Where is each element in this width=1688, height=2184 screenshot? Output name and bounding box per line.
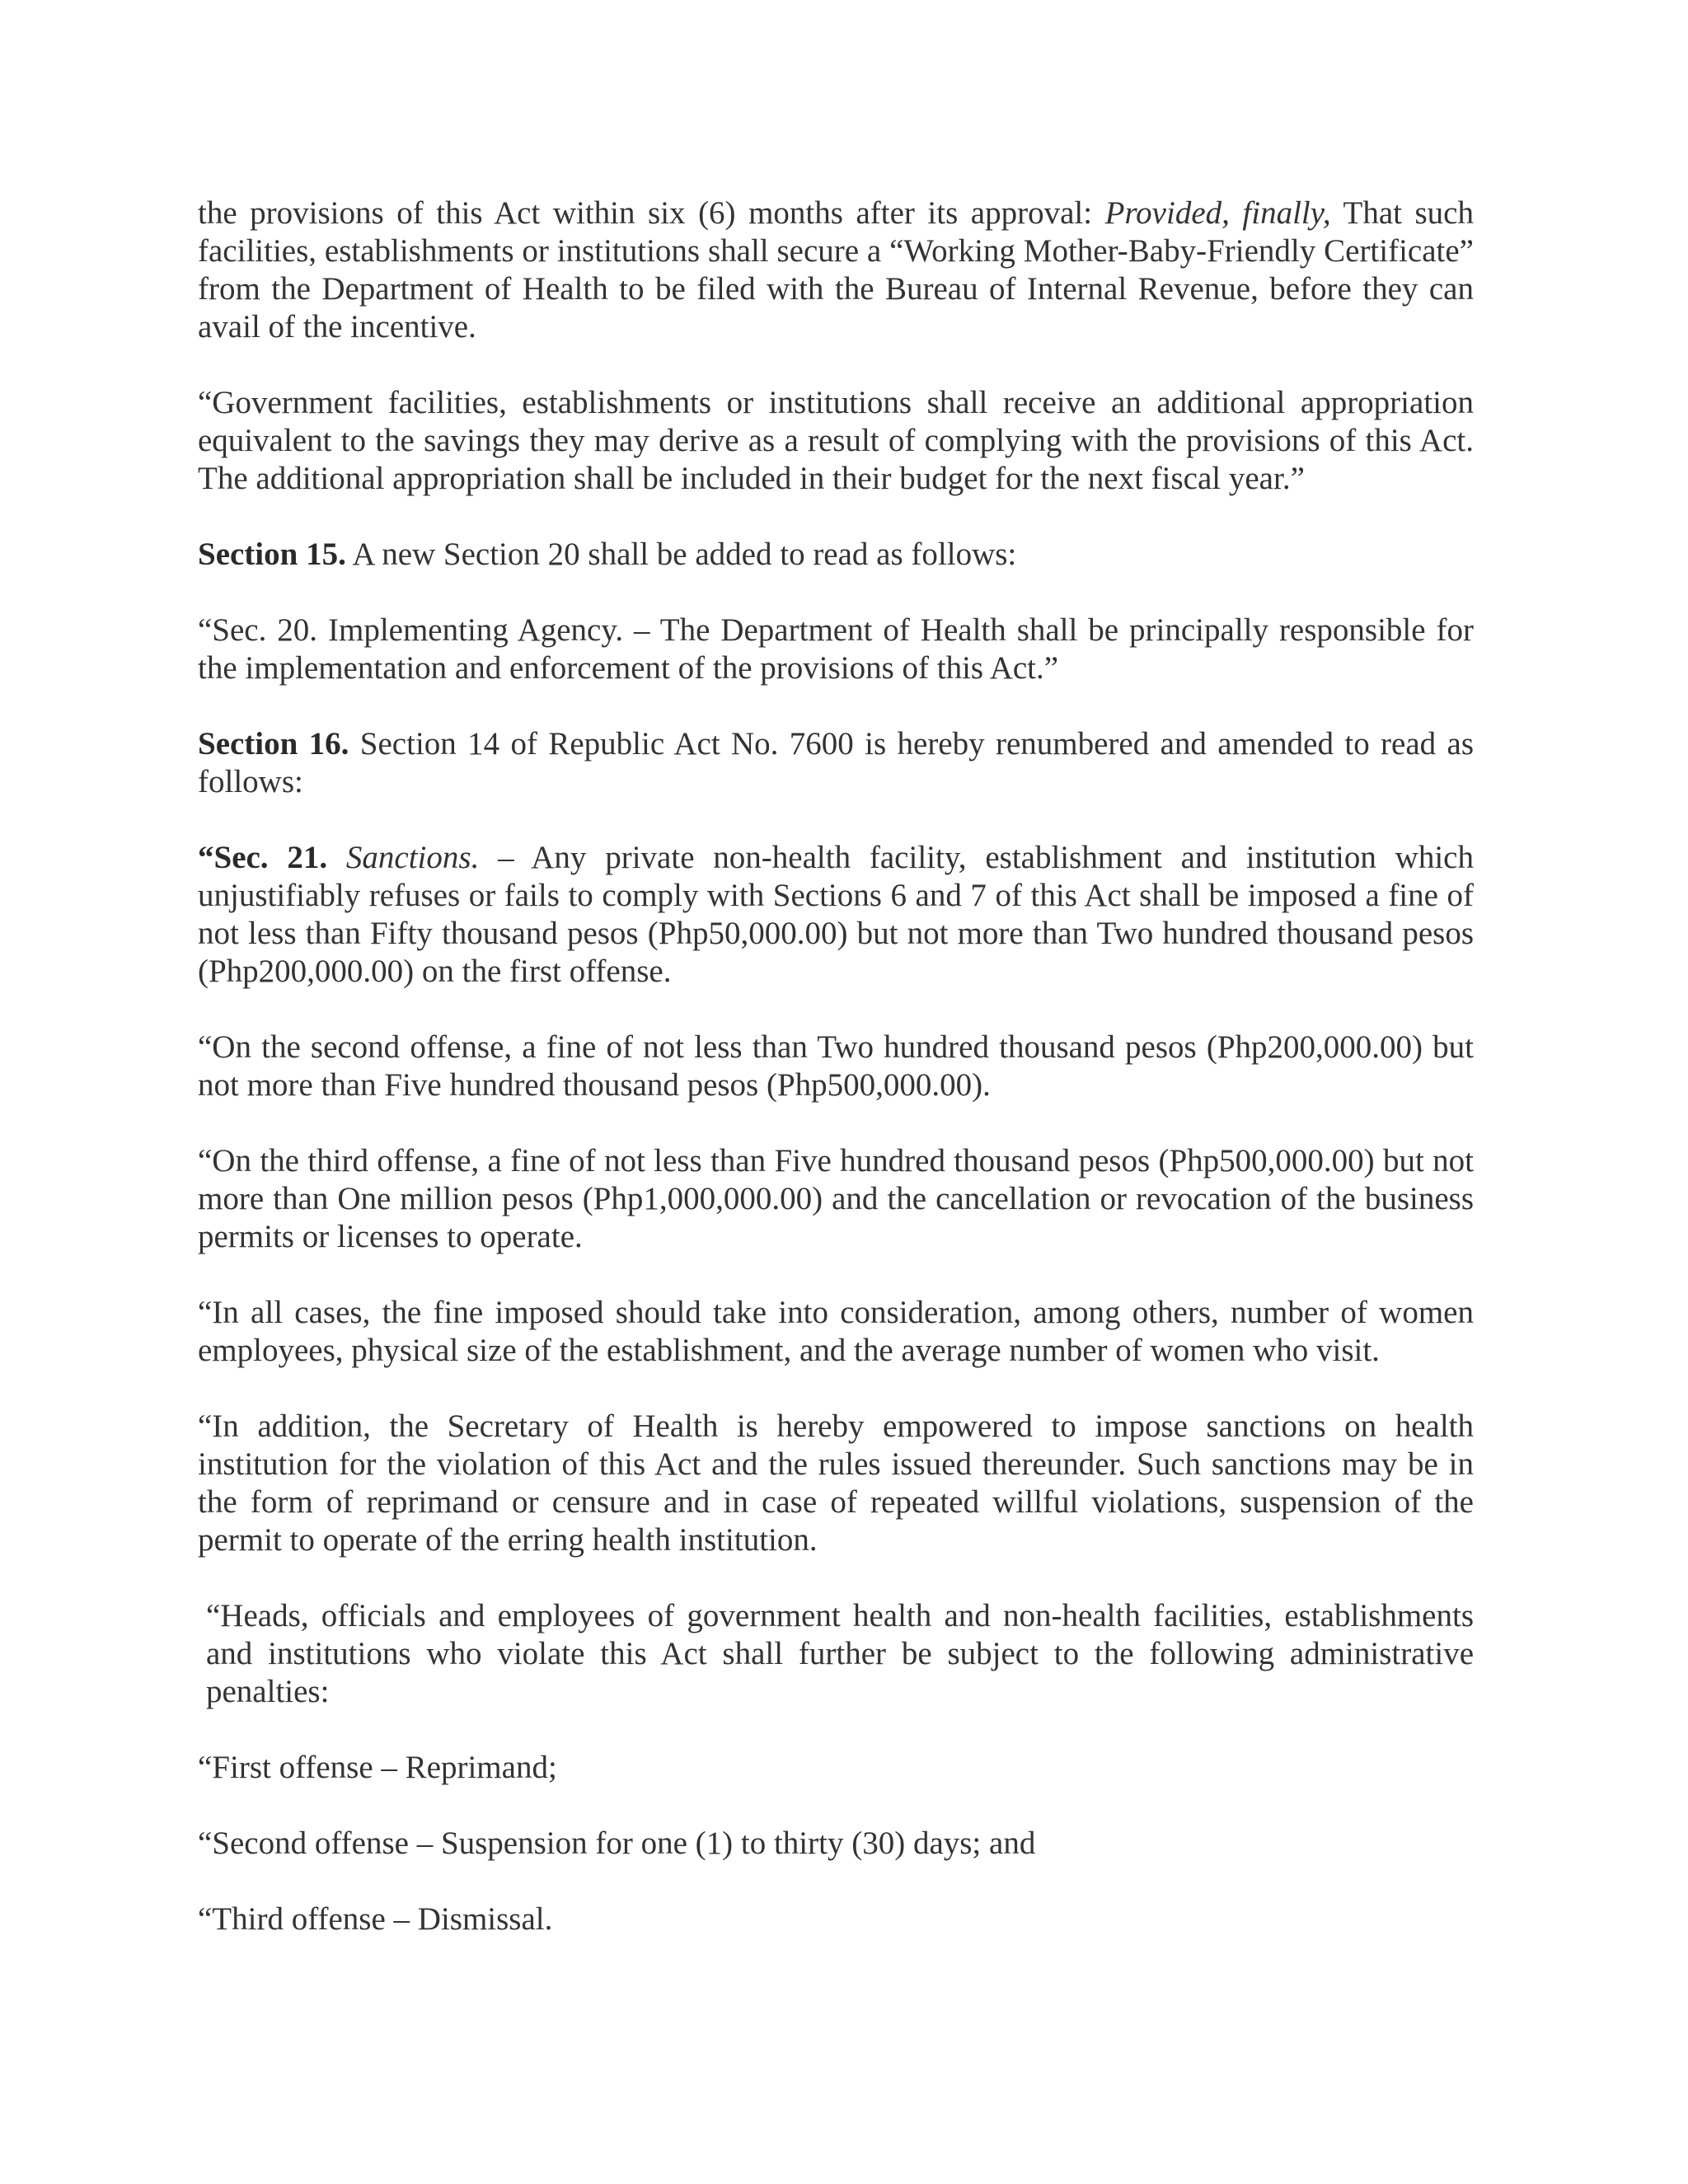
paragraph-italic: Provided, finally, — [1104, 195, 1331, 231]
paragraph-text: Section 14 of Republic Act No. 7600 is hereby renumbered and amended to read as follows: — [198, 726, 1474, 799]
paragraph-sec-20 — [198, 612, 1474, 687]
paragraph-text: “First offense – Reprimand; — [198, 1750, 557, 1785]
paragraph-section-16 — [198, 725, 1474, 801]
paragraph-government-facilities — [198, 384, 1474, 498]
paragraph-text: “Sec. 20. Implementing Agency. – The Department of Health shall be principally responsible for the implementation and enforcement of the provisions of this Act.” — [198, 612, 1474, 686]
paragraph-text: “Third offense – Dismissal. — [198, 1901, 553, 1937]
paragraph-section-15 — [198, 536, 1474, 574]
paragraph-provisions-certificate — [198, 194, 1474, 346]
paragraph-text: “In addition, the Secretary of Health is hereby empowered to impose sanctions on health institution for the violation of this Act and the rules issued thereunder. Such sanctions may be in the form of reprimand or censure and in case of repeated willful violations, suspension of the permit to operate of the erring health institution. — [198, 1408, 1474, 1558]
section-heading: “Sec. 21. — [198, 840, 328, 875]
paragraph-heads-officials — [198, 1597, 1474, 1711]
paragraph-text: “Heads, officials and employees of government health and non-health facilities, establishments and institutions who violate this Act shall further be subject to the following administrative penalties: — [206, 1598, 1474, 1709]
document-page — [198, 194, 1474, 1938]
paragraph-sec-21-sanctions — [198, 839, 1474, 991]
paragraph-first-offense — [198, 1749, 1474, 1787]
paragraph-text: “Government facilities, establishments or institutions shall receive an additional appropriation equivalent to the savings they may derive as a result of complying with the provisions of this Act. The additional appropriation shall be included in their budget for the next fiscal year.” — [198, 385, 1474, 496]
paragraph-second-offense-fine — [198, 1029, 1474, 1104]
paragraph-text: “On the third offense, a fine of not less than Five hundred thousand pesos (Php500,000.00) but not more than One million pesos (Php1,000,000.00) and the cancellation or revocation of the business permits or licenses to operate. — [198, 1143, 1474, 1254]
paragraph-text: A new Section 20 shall be added to read as follows: — [345, 537, 1017, 572]
paragraph-italic: Sanctions. — [327, 840, 480, 875]
section-heading: Section 16. — [198, 726, 349, 762]
paragraph-text: That such facilities, establishments or institutions shall secure a “Working Mother-Baby-Friendly Certificate” from the Department of Health to be filed with the Bureau of Internal Revenue, before they can avail of the incentive. — [198, 195, 1474, 344]
paragraph-third-offense-fine — [198, 1142, 1474, 1256]
paragraph-secretary-of-health — [198, 1408, 1474, 1559]
paragraph-third-offense — [198, 1900, 1474, 1938]
paragraph-text: “Second offense – Suspension for one (1) to thirty (30) days; and — [198, 1825, 1036, 1861]
paragraph-second-offense — [198, 1825, 1474, 1863]
paragraph-text: “In all cases, the fine imposed should take into consideration, among others, number of women employees, physical size of the establishment, and the average number of women who visit. — [198, 1295, 1474, 1368]
paragraph-text: – Any private non-health facility, establishment and institution which unjustifiably refuses or fails to comply with Sections 6 and 7 of this Act shall be imposed a fine of not less than Fifty thousand pesos (Php50,000.00) but not more than Two hundred thousand pesos (Php200,000.00) on the first offense. — [198, 840, 1474, 989]
paragraph-text: the provisions of this Act within six (6) months after its approval: — [198, 195, 1105, 231]
paragraph-text: “On the second offense, a fine of not less than Two hundred thousand pesos (Php200,000.00) but not more than Five hundred thousand pesos (Php500,000.00). — [198, 1029, 1474, 1103]
section-heading: Section 15. — [198, 537, 346, 572]
paragraph-all-cases — [198, 1294, 1474, 1370]
